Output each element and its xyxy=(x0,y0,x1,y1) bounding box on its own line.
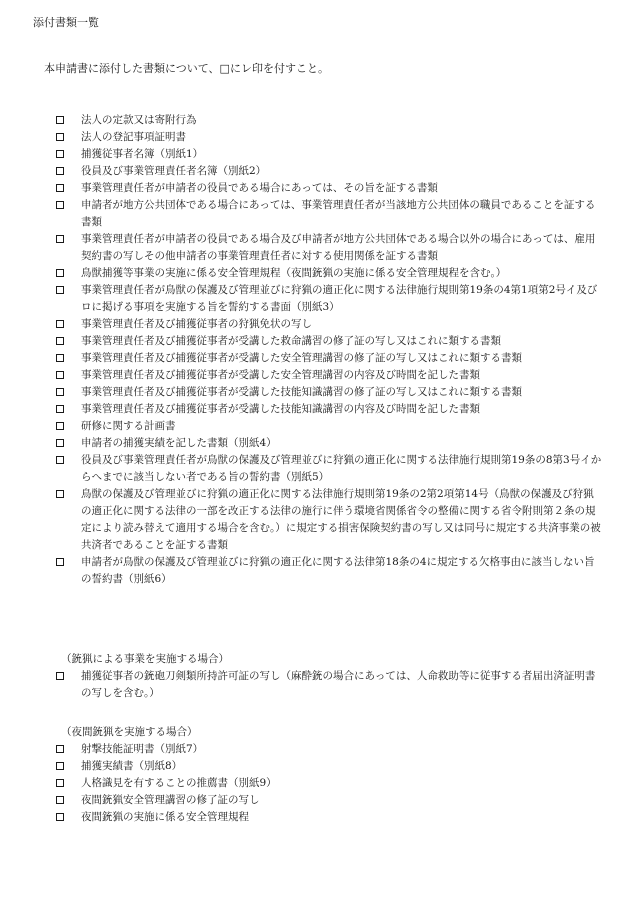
checklist-item: 法人の登記事項証明書 xyxy=(81,131,186,143)
checklist-item: 鳥獣捕獲等事業の実施に係る安全管理規程（夜間銃猟の実施に係る安全管理規程を含む。） xyxy=(81,267,507,279)
checklist-item: 捕獲従事者の銃砲刀剣類所持許可証の写し（麻酔銃の場合にあっては、人命救助等に従事する者届出済証明書の写しを含む。） xyxy=(81,670,596,699)
checklist-item: 事業管理責任者及び捕獲従事者が受講した救命講習の修了証の写し又はこれに類する書類 xyxy=(81,335,501,347)
checklist-item: 役員及び事業管理責任者が鳥獣の保護及び管理並びに狩猟の適正化に関する法律施行規則第19条の8第3号イからへまでに該当しない者である旨の誓約書（別紙5） xyxy=(81,454,602,483)
checklist-item: 事業管理責任者及び捕獲従事者が受講した安全管理講習の修了証の写し又はこれに類する書類 xyxy=(81,352,522,364)
checklist-item: 夜間銃猟安全管理講習の修了証の写し xyxy=(81,794,260,806)
checklist-item: 鳥獣の保護及び管理並びに狩猟の適正化に関する法律施行規則第19条の2第2項第14号（鳥獣の保護及び狩猟の適正化に関する法律の一部を改正する法律の施行に伴う環境省関係省令の整備に関する省令附則第２条の規定により読み替えて適用する場合を含む。）に規定する損害保険契約書の写し又は同号に規定する共済事業の被共済者であることを証する書類 xyxy=(81,488,601,551)
checklist-item: 申請者が鳥獣の保護及び管理並びに狩猟の適正化に関する法律第18条の4に規定する欠格事由に該当しない旨の誓約書（別紙6） xyxy=(81,556,595,585)
checklist-item: 事業管理責任者及び捕獲従事者が受講した安全管理講習の内容及び時間を記した書類 xyxy=(81,369,480,381)
checklist-item: 事業管理責任者及び捕獲従事者の狩猟免状の写し xyxy=(81,318,312,330)
firearm-checklist xyxy=(56,668,604,702)
checklist-item: 事業管理責任者が鳥獣の保護及び管理並びに狩猟の適正化に関する法律施行規則第19条の4第1項第2号イ及びロに掲げる事項を実施する旨を誓約する書面（別紙3） xyxy=(81,284,598,313)
checklist-item: 事業管理責任者及び捕獲従事者が受講した技能知識講習の内容及び時間を記した書類 xyxy=(81,403,480,415)
checklist-item: 捕獲従事者名簿（別紙1） xyxy=(81,148,204,160)
document-title: 添付書類一覧 xyxy=(33,16,99,29)
instruction-text: 本申請書に添付した書類について、□にレ印を付すこと。 xyxy=(44,62,329,75)
checklist-item: 申請者の捕獲実績を記した書類（別紙4） xyxy=(81,437,277,449)
checklist-item: 事業管理責任者が申請者の役員である場合及び申請者が地方公共団体である場合以外の場合にあっては、雇用契約書の写しその他申請者の事業管理責任者に対する使用関係を証する書類 xyxy=(81,233,596,262)
checklist-item: 役員及び事業管理責任者名簿（別紙2） xyxy=(81,165,267,177)
checklist-item: 申請者が地方公共団体である場合にあっては、事業管理責任者が当該地方公共団体の職員であることを証する書類 xyxy=(81,199,596,228)
checklist-item: 事業管理責任者及び捕獲従事者が受講した技能知識講習の修了証の写し又はこれに類する書類 xyxy=(81,386,522,398)
checklist-item: 射撃技能証明書（別紙7） xyxy=(81,743,204,755)
general-checklist xyxy=(56,112,604,588)
checklist-item: 夜間銃猟の実施に係る安全管理規程 xyxy=(81,811,249,823)
checklist-item: 人格識見を有することの推薦書（別紙9） xyxy=(81,777,277,789)
night-section-heading: （夜間銃猟を実施する場合） xyxy=(61,726,198,738)
checklist-item: 法人の定款又は寄附行為 xyxy=(81,114,197,126)
firearm-section-heading: （銃猟による事業を実施する場合） xyxy=(61,653,229,665)
checklist-item: 事業管理責任者が申請者の役員である場合にあっては、その旨を証する書類 xyxy=(81,182,438,194)
checklist-item: 研修に関する計画書 xyxy=(81,420,176,432)
night-checklist xyxy=(56,741,604,826)
checklist-item: 捕獲実績書（別紙8） xyxy=(81,760,183,772)
